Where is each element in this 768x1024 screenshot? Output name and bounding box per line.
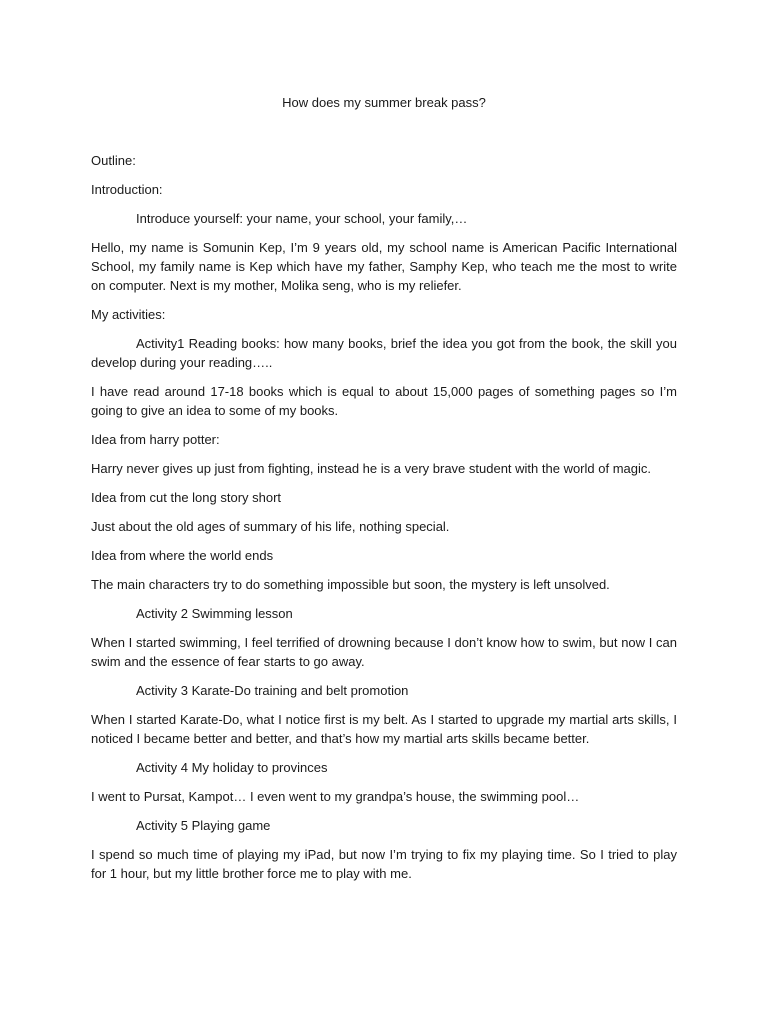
activity4-heading: Activity 4 My holiday to provinces — [136, 760, 328, 775]
idea3-text: The main characters try to do something impossible but soon, the mystery is left unsolved. — [91, 577, 610, 592]
outline-label: Outline: — [91, 153, 136, 168]
activities-label: My activities: — [91, 307, 166, 322]
document-title: How does my summer break pass? — [282, 95, 486, 110]
activity3-paragraph: When I started Karate-Do, what I notice first is my belt. As I started to upgrade my martial arts skills, I noticed I became better and better, and that’s how my martial arts skills became better. — [91, 712, 677, 746]
idea1-text: Harry never gives up just from fighting, instead he is a very brave student with the world of magic. — [91, 461, 651, 476]
activity1-paragraph: I have read around 17-18 books which is equal to about 15,000 pages of something pages so I’m going to give an idea to some of my books. — [91, 384, 677, 418]
activity2-heading: Activity 2 Swimming lesson — [136, 606, 293, 621]
idea2-text: Just about the old ages of summary of his life, nothing special. — [91, 519, 450, 534]
activity2-paragraph: When I started swimming, I feel terrified of drowning because I don’t know how to swim, but now I can swim and the essence of fear starts to go away. — [91, 635, 677, 669]
idea1-label: Idea from harry potter: — [91, 432, 220, 447]
intro-prompt: Introduce yourself: your name, your school, your family,… — [136, 211, 468, 226]
idea2-label: Idea from cut the long story short — [91, 490, 282, 505]
activity3-heading: Activity 3 Karate-Do training and belt promotion — [136, 683, 409, 698]
intro-paragraph: Hello, my name is Somunin Kep, I’m 9 years old, my school name is American Pacific International School, my family name is Kep which have my father, Samphy Kep, who teach me the most to write on computer. Next is my mother, Molika seng, who is my reliefer. — [91, 240, 677, 293]
activity5-heading: Activity 5 Playing game — [136, 818, 271, 833]
introduction-label: Introduction: — [91, 182, 163, 197]
activity1-prompt: Activity1 Reading books: how many books, brief the idea you got from the book, the skill you develop during your reading….. — [91, 336, 677, 370]
activity5-paragraph: I spend so much time of playing my iPad, but now I’m trying to fix my playing time. So I tried to play for 1 hour, but my little brother force me to play with me. — [91, 847, 677, 881]
activity4-paragraph: I went to Pursat, Kampot… I even went to my grandpa’s house, the swimming pool… — [91, 789, 580, 804]
idea3-label: Idea from where the world ends — [91, 548, 274, 563]
